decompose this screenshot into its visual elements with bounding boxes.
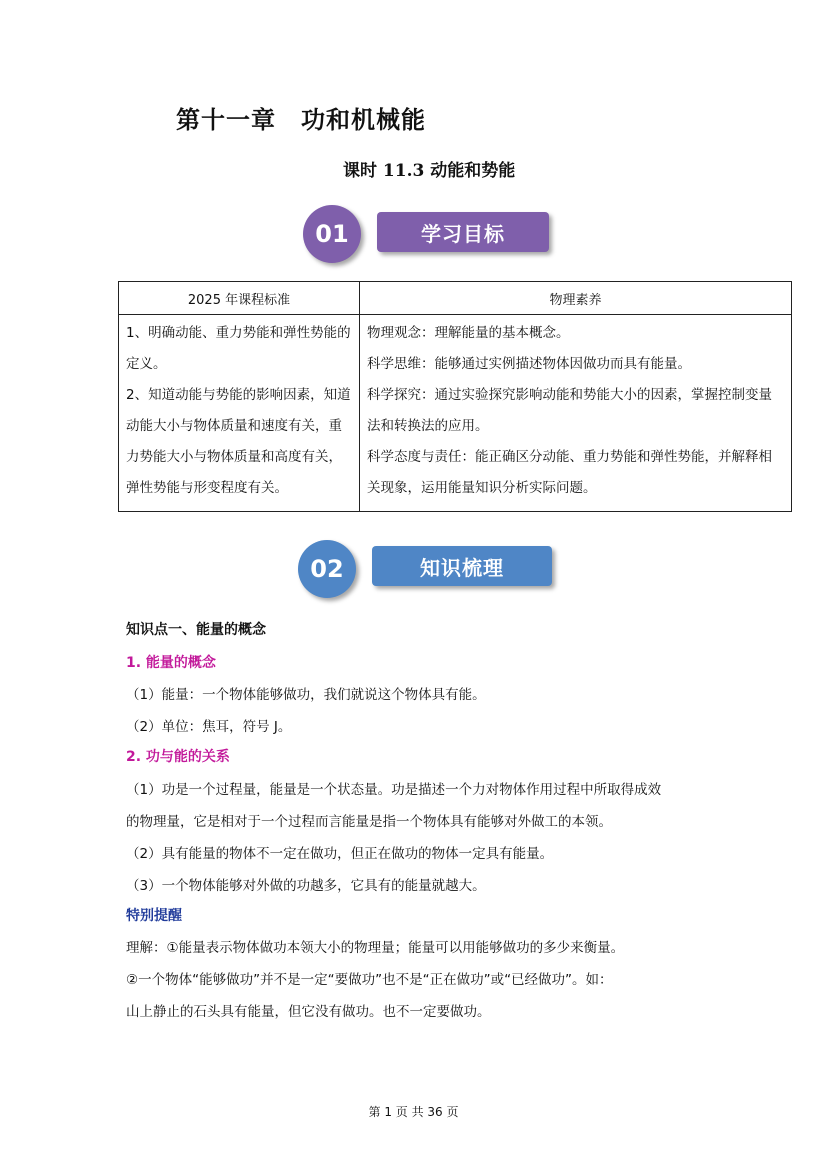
section-banner-goals [303,205,553,267]
text-line: （1）功是一个过程量，能量是一个状态量。功是描述一个力对物体作用过程中所取得成效 [126,782,662,798]
standard-item: 1、明确动能、重力势能和弹性势能的定义。 [126,325,351,372]
text-line: （3）一个物体能够对外做的功越多，它具有的能量就越大。 [126,878,486,894]
table-header-literacy: 物理素养 [360,282,792,315]
literacy-item: 科学思维：能够通过实例描述物体因做功而具有能量。 [367,356,691,372]
text-line: 理解：①能量表示物体做功本领大小的物理量；能量可以用能够做功的多少来衡量。 [126,940,625,956]
literacy-item: 物理观念：理解能量的基本概念。 [367,325,570,341]
text-line: 的物理量，它是相对于一个过程而言能量是指一个物体具有能够对外做工的本领。 [126,814,612,830]
text-line: 山上静止的石头具有能量，但它没有做功。也不一定要做功。 [126,1004,491,1020]
text-line: （2）单位：焦耳，符号 J。 [126,719,292,735]
subsection-title: 2. 功与能的关系 [126,749,230,765]
literacy-cell [360,315,792,512]
chapter-title: 第十一章 功和机械能 [176,105,426,134]
literacy-item: 科学态度与责任：能正确区分动能、重力势能和弹性势能，并解释相关现象，运用能量知识分析实际问题。 [367,449,772,496]
section-number-badge: 01 [303,205,361,263]
table-header-standard: 2025 年课程标准 [119,282,360,315]
lesson-title: 课时 11.3 动能和势能 [343,161,516,181]
curriculum-table [118,281,792,512]
section-number-badge: 02 [298,540,356,598]
standard-cell [119,315,360,512]
knowledge-point-title: 知识点一、能量的概念 [126,622,266,638]
text-line: （2）具有能量的物体不一定在做功，但正在做功的物体一定具有能量。 [126,846,554,862]
standard-item: 2、知道动能与势能的影响因素，知道动能大小与物体质量和速度有关，重力势能大小与物体质量和高度有关，弹性势能与形变程度有关。 [126,387,351,496]
special-tip-title: 特别提醒 [126,908,182,924]
section-title-bar: 知识梳理 [372,546,552,586]
section-title-bar: 学习目标 [377,212,549,252]
page-footer: 第 1 页 共 36 页 [368,1105,459,1119]
literacy-item: 科学探究：通过实验探究影响动能和势能大小的因素，掌握控制变量法和转换法的应用。 [367,387,772,434]
text-line: （1）能量：一个物体能够做功，我们就说这个物体具有能。 [126,687,486,703]
section-banner-knowledge [298,540,558,602]
subsection-title: 1. 能量的概念 [126,655,216,671]
text-line: ②一个物体“能够做功”并不是一定“要做功”也不是“正在做功”或“已经做功”。如： [126,972,613,988]
